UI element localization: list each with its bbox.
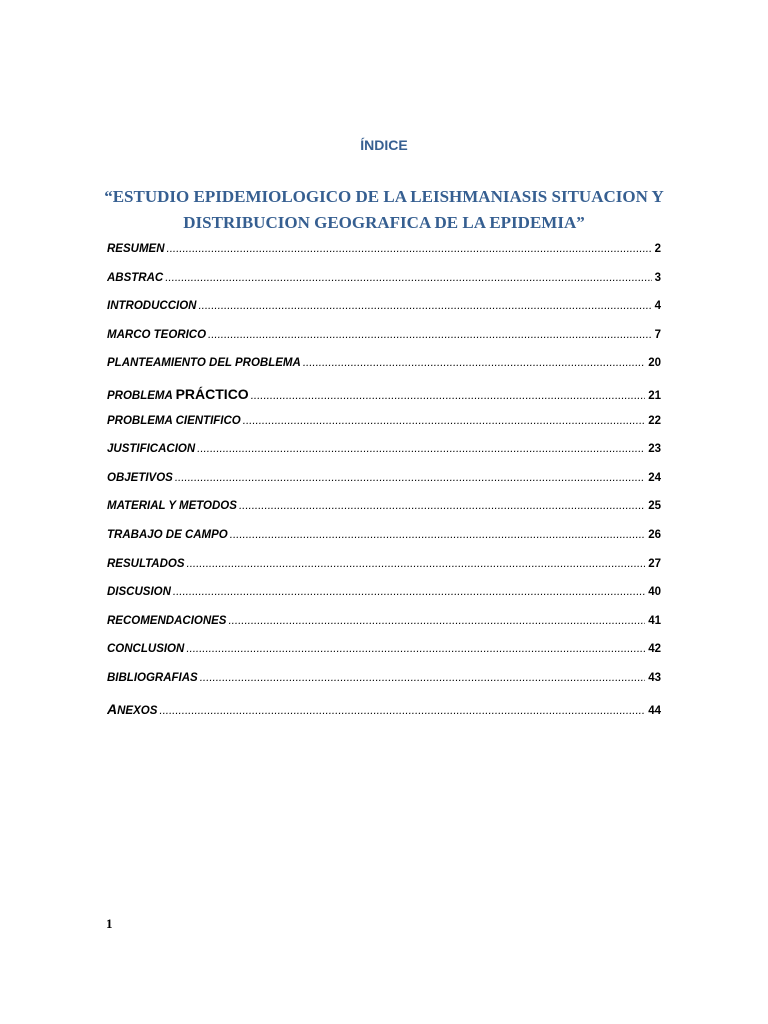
toc-entry-resumen[interactable]: [107, 243, 661, 272]
toc-entry-label: PLANTEAMIENTO DEL PROBLEMA: [107, 357, 301, 370]
toc-page-number: 40: [648, 586, 661, 599]
toc-dot-leader: [243, 415, 645, 427]
toc-entry-marco-teorico[interactable]: [107, 329, 661, 358]
toc-entry-conclusion[interactable]: [107, 643, 661, 672]
toc-entry-label-part2: PRÁCTICO: [175, 385, 249, 402]
toc-page-number: 25: [648, 500, 661, 513]
toc-entry-label: RECOMENDACIONES: [107, 614, 227, 627]
toc-entry-anexos[interactable]: [107, 701, 661, 730]
toc-entry-objetivos[interactable]: [107, 472, 661, 501]
toc-dot-leader: [197, 443, 645, 455]
toc-page-number: 41: [648, 614, 661, 627]
toc-page-number: 44: [648, 704, 661, 717]
toc-dot-leader: [239, 500, 645, 512]
toc-entry-problema-practico[interactable]: [107, 386, 661, 415]
page-number: 1: [106, 916, 113, 931]
toc-entry-label: BIBLIOGRAFIAS: [107, 671, 198, 684]
toc-entry-label: TRABAJO DE CAMPO: [107, 528, 228, 541]
toc-dot-leader: [303, 357, 645, 369]
table-of-contents: [107, 243, 661, 729]
toc-entry-label: ABSTRAC: [107, 271, 164, 284]
toc-entry-label: CONCLUSION: [107, 643, 185, 656]
toc-page-number: 27: [648, 557, 661, 570]
toc-entry-bibliografias[interactable]: [107, 672, 661, 701]
toc-entry-label: RESUMEN: [107, 243, 165, 255]
toc-dot-leader: [175, 472, 645, 484]
toc-entry-label: RESULTADOS: [107, 557, 185, 570]
toc-dot-leader: [165, 272, 651, 284]
index-heading: ÍNDICE: [360, 137, 408, 153]
toc-dot-leader: [186, 643, 645, 655]
toc-page-number: 22: [648, 414, 661, 427]
toc-entry-planteamiento[interactable]: [107, 357, 661, 386]
toc-entry-label-part1: PROBLEMA: [107, 389, 176, 402]
toc-entry-abstrac[interactable]: [107, 272, 661, 301]
toc-entry-trabajo-campo[interactable]: [107, 529, 661, 558]
toc-page-number: 2: [654, 243, 661, 255]
toc-page-number: 4: [654, 300, 661, 313]
toc-entry-discusion[interactable]: [107, 586, 661, 615]
document-title-line-1: “ESTUDIO EPIDEMIOLOGICO DE LA LEISHMANIASIS SITUACION Y: [104, 187, 664, 206]
document-title: [90, 184, 678, 236]
toc-dot-leader: [167, 243, 652, 255]
toc-entry-label: [107, 386, 249, 402]
toc-entry-justificacion[interactable]: [107, 443, 661, 472]
toc-entry-label: JUSTIFICACIÓN: [107, 443, 196, 456]
toc-dot-leader: [228, 615, 645, 627]
toc-page-number: 42: [648, 643, 661, 656]
toc-entry-label: PROBLEMA CIENTÍFICO: [107, 414, 241, 427]
toc-entry-label: [107, 701, 157, 717]
toc-page-number: 23: [648, 443, 661, 456]
toc-entry-label: INTRODUCCIÓN: [107, 300, 197, 313]
toc-entry-problema-cientifico[interactable]: [107, 415, 661, 444]
toc-entry-recomendaciones[interactable]: [107, 615, 661, 644]
toc-dot-leader: [159, 705, 645, 717]
toc-entry-material-metodos[interactable]: [107, 500, 661, 529]
toc-dot-leader: [173, 586, 645, 598]
toc-entry-label: OBJETIVOS: [107, 471, 173, 484]
toc-dot-leader: [230, 529, 645, 541]
toc-dot-leader: [198, 300, 651, 312]
toc-page-number: 24: [648, 471, 661, 484]
toc-entry-label-part2: NEXOS: [117, 704, 158, 717]
toc-dot-leader: [251, 390, 646, 402]
toc-dot-leader: [208, 329, 652, 341]
toc-page-number: 20: [648, 357, 661, 370]
toc-page-number: 21: [648, 389, 661, 402]
toc-entry-resultados[interactable]: [107, 558, 661, 587]
toc-entry-label-part1: A: [107, 700, 118, 717]
toc-page-number: 43: [648, 671, 661, 684]
toc-page-number: 3: [654, 271, 661, 284]
toc-entry-label: DISCUSION: [107, 586, 171, 599]
toc-page-number: 7: [654, 328, 661, 341]
toc-dot-leader: [187, 558, 646, 570]
document-title-line-2: DISTRIBUCION GEOGRAFICA DE LA EPIDEMIA”: [183, 213, 585, 232]
toc-entry-label: MATERIAL Y METODOS: [107, 500, 237, 513]
toc-entry-label: MARCO TEORICO: [107, 328, 207, 341]
toc-dot-leader: [200, 672, 645, 684]
toc-page-number: 26: [648, 528, 661, 541]
toc-entry-introduccion[interactable]: [107, 300, 661, 329]
